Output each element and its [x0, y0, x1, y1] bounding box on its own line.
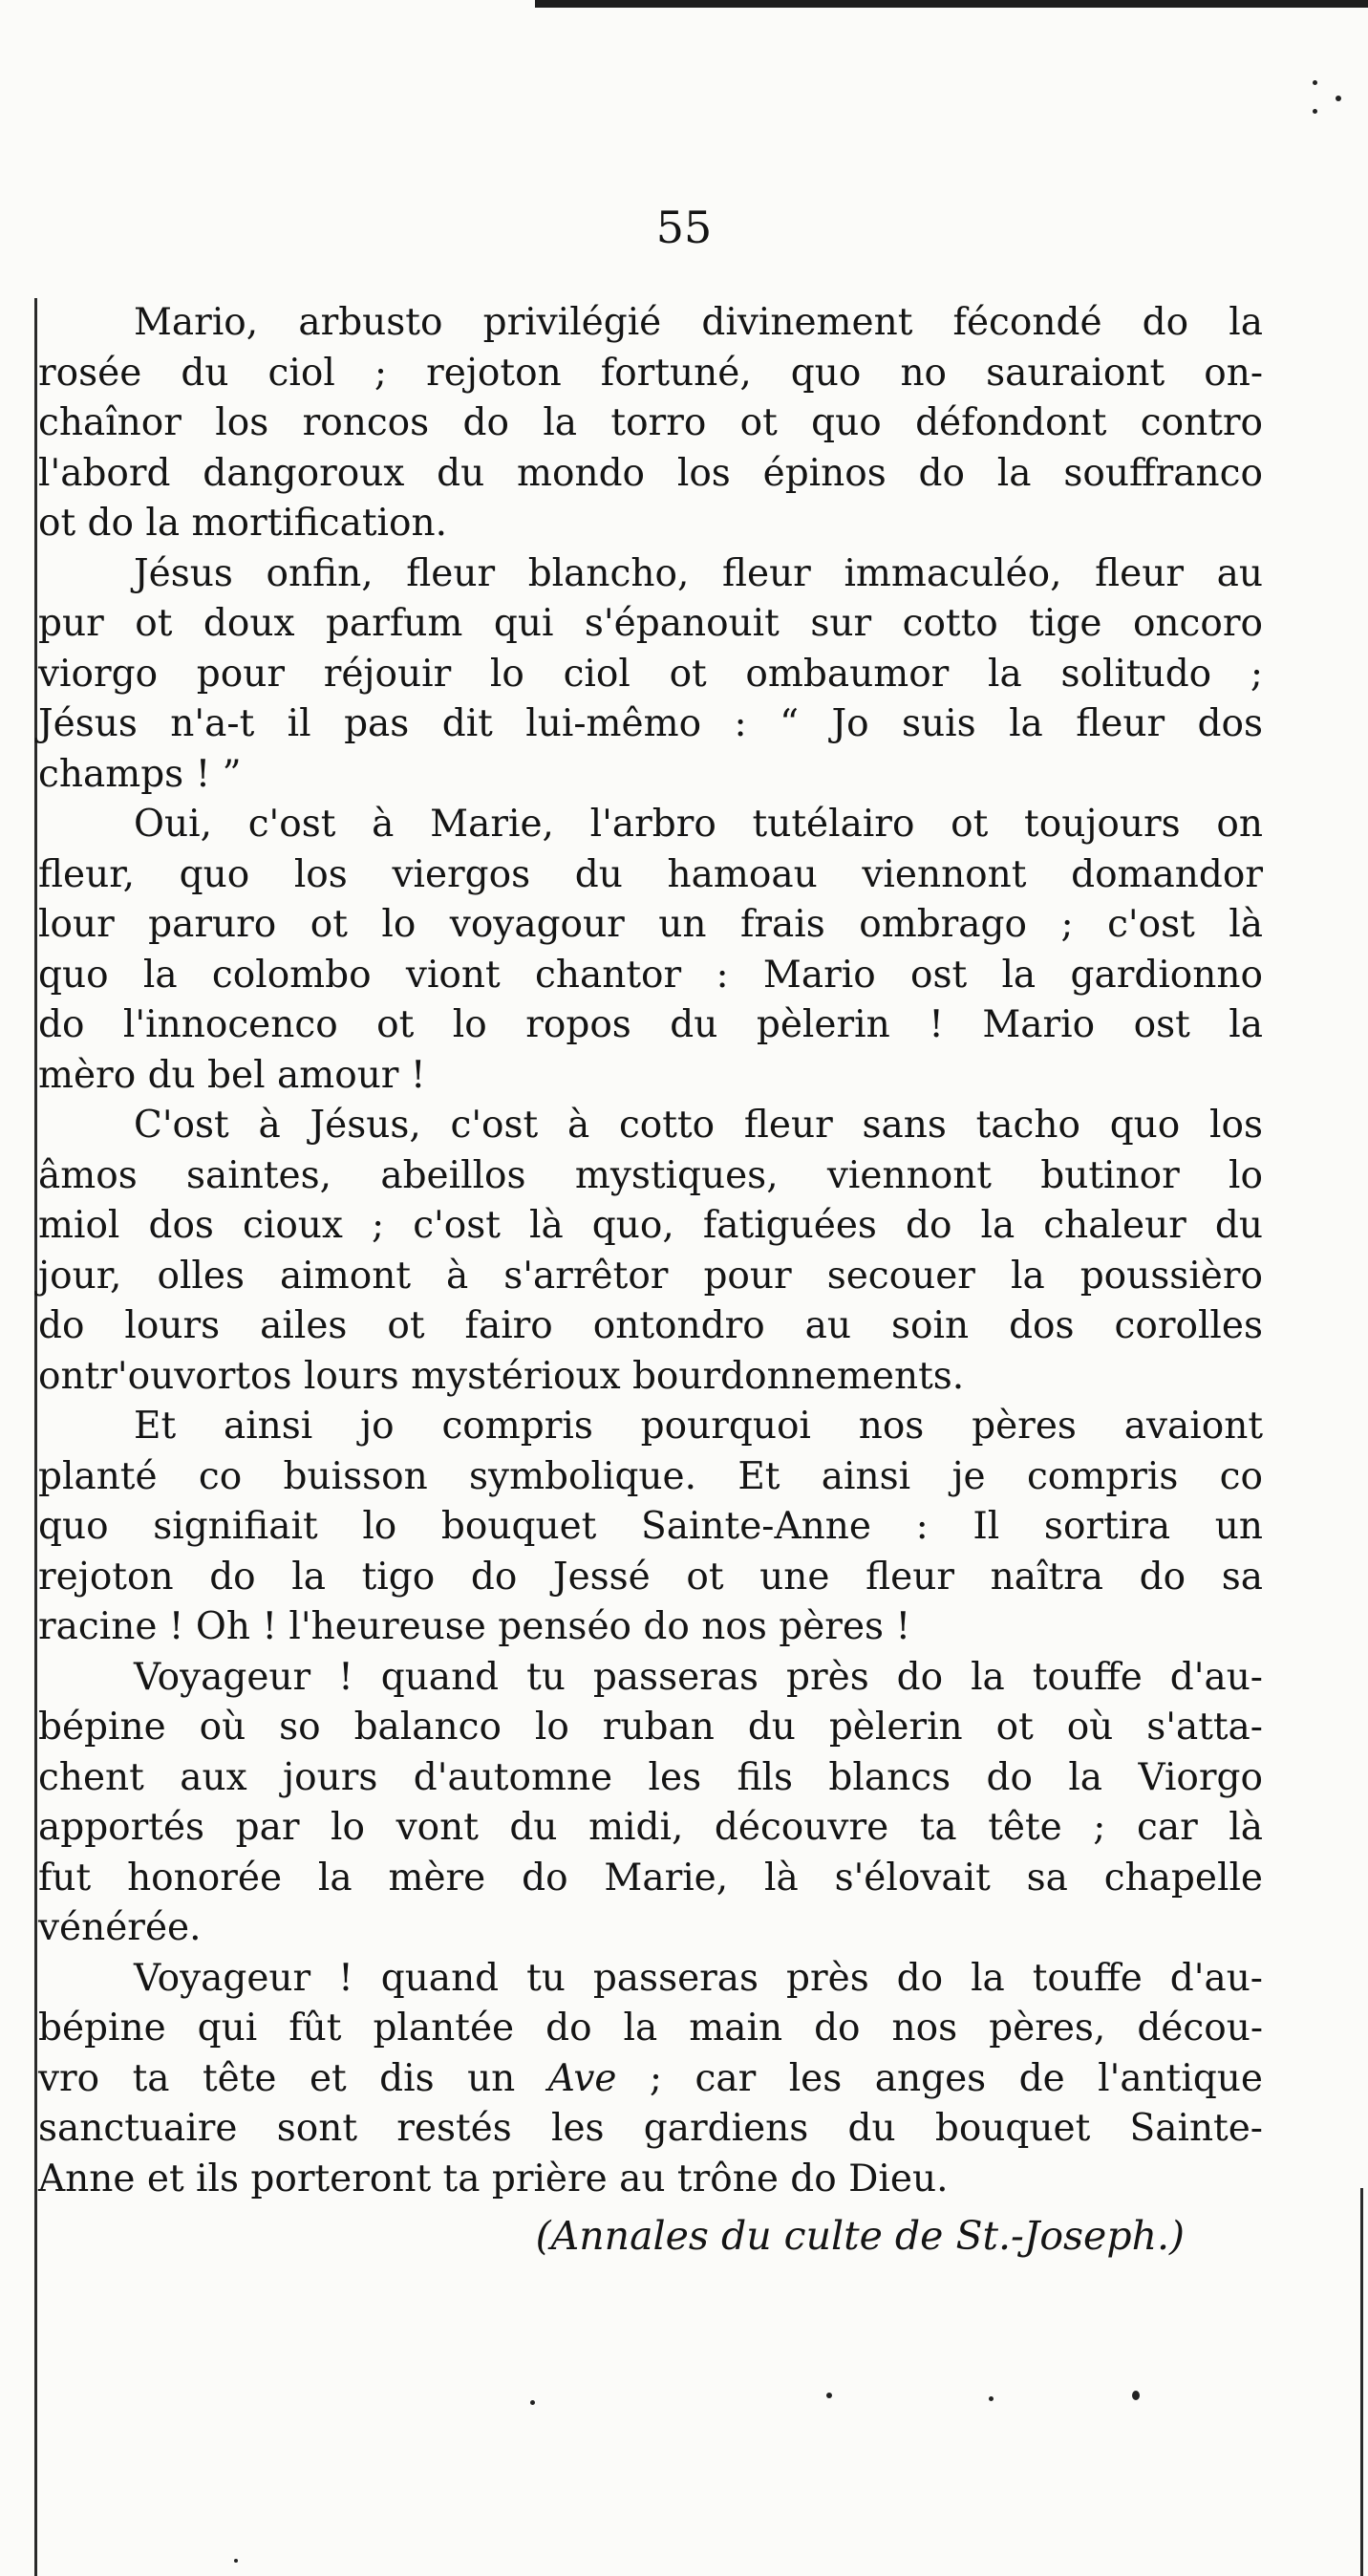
text-line: Oui, c'ost à Marie, l'arbro tutélairo ot toujours on [134, 803, 1263, 846]
paragraph [38, 549, 1263, 801]
text-line: quo signifiait lo bouquet Sainte-Anne : Il sortira un [38, 1505, 1263, 1548]
text-line: vénérée. [38, 1906, 202, 1949]
left-margin-rule [34, 298, 37, 2576]
text-line: Voyageur ! quand tu passeras près do la touffe d'au- [134, 1956, 1263, 2000]
text-line: âmos saintes, abeillos mystiques, viennont butinor lo [38, 1153, 1263, 1197]
text-line: bépine qui fût plantée do la main do nos pères, décou- [38, 2007, 1263, 2050]
top-edge-rule [535, 0, 1368, 8]
text-line: sanctuaire sont restés les gardiens du bouquet Sainte- [38, 2107, 1263, 2150]
text-line: rosée du ciol ; rejoton fortuné, quo no sauraiont on- [38, 351, 1263, 395]
text-line: lour paruro ot lo voyagour un frais ombrago ; c'ost là [38, 903, 1263, 946]
text-line: racine ! Oh ! l'heureuse penséo do nos pères ! [38, 1605, 911, 1648]
source-citation: (Annales du culte de St.-Joseph.) [535, 2213, 1185, 2259]
bottom-margin-specks [0, 2389, 1368, 2576]
paragraph [38, 298, 1263, 549]
text-line: do lours ailes ot fairo ontondro au soin dos corolles [38, 1304, 1263, 1347]
text-line: C'ost à Jésus, c'ost à cotto fleur sans tacho quo los [134, 1104, 1263, 1147]
text-line: viorgo pour réjouir lo ciol ot ombaumor la solitudo ; [38, 652, 1263, 696]
text-line: chent aux jours d'automne les fils blancs do la Viorgo [38, 1755, 1263, 1799]
paragraph [38, 1101, 1263, 1402]
paragraph [38, 1954, 1263, 2205]
text-line: fut honorée la mère do Marie, là s'élovait sa chapelle [38, 1856, 1263, 1900]
text-line: Mario, arbusto privilégié divinement fécondé do la [134, 301, 1263, 344]
text-line: ontr'ouvortos lours mystérioux bourdonnements. [38, 1354, 965, 1398]
text-line: vro ta tête et dis un Ave ; car les anges de l'antique [38, 2056, 1263, 2100]
text-line: ot do la mortification. [38, 502, 448, 545]
text-line: apportés par lo vont du midi, découvre ta tête ; car là [38, 1806, 1263, 1849]
text-line: mèro du bel amour ! [38, 1053, 426, 1097]
text-line: Voyageur ! quand tu passeras près do la touffe d'au- [134, 1655, 1263, 1699]
paragraph [38, 1653, 1263, 1954]
top-margin-specks [1309, 75, 1347, 132]
text-line: Jésus n'a-t il pas dit lui-mêmo : “ Jo suis la fleur dos [38, 702, 1263, 745]
text-line: l'abord dangoroux du mondo los épinos do la souffranco [38, 451, 1263, 495]
text-line: Jésus onfin, fleur blancho, fleur immaculéo, fleur au [134, 551, 1263, 595]
text-line: planté co buisson symbolique. Et ainsi je compris co [38, 1454, 1263, 1498]
page-number: 55 [655, 202, 713, 253]
text-line: quo la colombo viont chantor : Mario ost la gardionno [38, 953, 1263, 997]
text-line: jour, olles aimont à s'arrêtor pour secouer la poussièro [38, 1254, 1263, 1298]
text-line: Anne et ils porteront ta prière au trône do Dieu. [38, 2157, 949, 2200]
text-line: fleur, quo los viergos du hamoau viennont domandor [38, 852, 1263, 896]
text-line: Et ainsi jo compris pourquoi nos pères avaiont [134, 1405, 1263, 1448]
text-line: miol dos cioux ; c'ost là quo, fatiguées do la chaleur du [38, 1204, 1263, 1247]
paragraph [38, 1402, 1263, 1653]
text-line: pur ot doux parfum qui s'épanouit sur cotto tige oncoro [38, 602, 1263, 645]
paragraph [38, 800, 1263, 1101]
text-line: bépine où so balanco lo ruban du pèlerin ot où s'atta- [38, 1706, 1263, 1749]
page-body [38, 298, 1263, 2204]
text-line: champs ! ” [38, 752, 242, 796]
text-line: chaînor los roncos do la torro ot quo défondont contro [38, 401, 1263, 444]
text-line: do l'innocenco ot lo ropos du pèlerin ! Mario ost la [38, 1003, 1263, 1046]
text-line: rejoton do la tigo do Jessé ot une fleur naîtra do sa [38, 1555, 1263, 1599]
